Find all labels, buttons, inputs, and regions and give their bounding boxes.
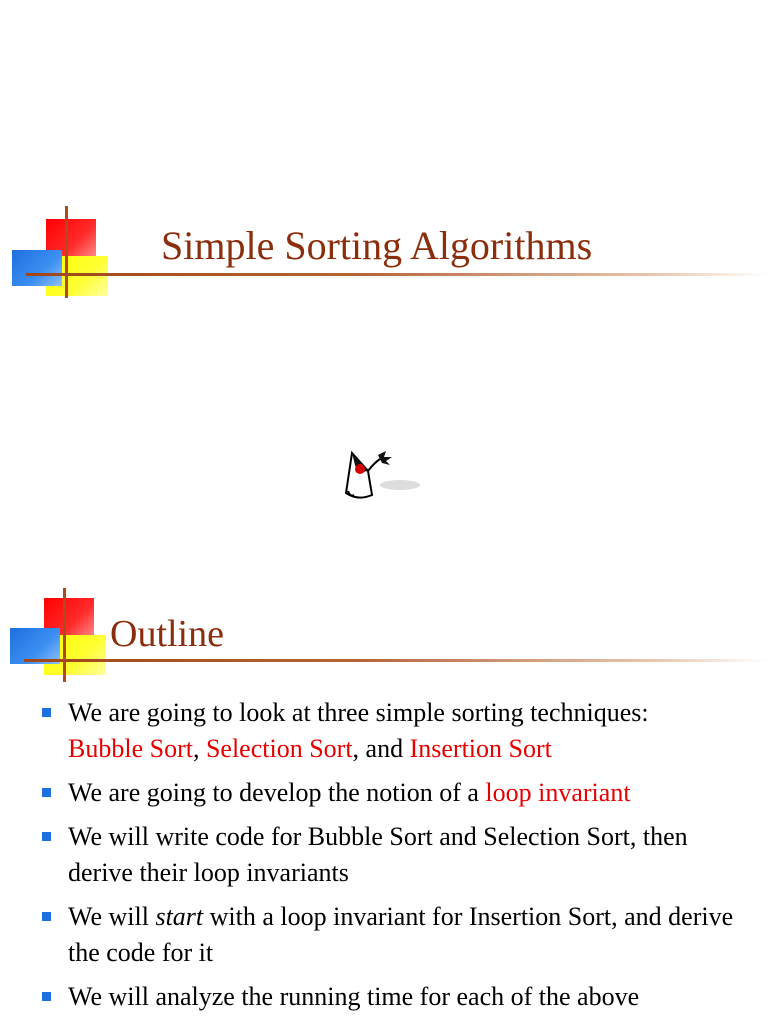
list-item: [40, 695, 750, 767]
emphasis-text: start: [155, 902, 204, 931]
bullet-text: We are going to look at three simple sorting techniques:: [68, 698, 649, 727]
list-item: [40, 979, 750, 1015]
duke-mascot-icon: [340, 445, 424, 507]
bullet-text: We are going to develop the notion of a: [68, 778, 486, 807]
highlight-text: Selection Sort: [205, 734, 353, 763]
slide-title: Outline: [110, 613, 224, 655]
bullet-text: ,: [192, 734, 206, 763]
bullet-text: , and: [352, 734, 410, 763]
highlight-text: loop invariant: [485, 778, 631, 807]
bullet-text: We will analyze the running time for each of the above: [68, 982, 640, 1011]
square-bullet-icon: [42, 832, 51, 841]
bullet-text: with a loop invariant for Insertion Sort, and derive the code for it: [68, 902, 734, 967]
highlight-text: Bubble Sort: [68, 734, 193, 763]
list-item: [40, 899, 750, 971]
square-bullet-icon: [42, 788, 51, 797]
square-bullet-icon: [42, 912, 51, 921]
slide-title: Simple Sorting Algorithms: [161, 223, 593, 268]
square-bullet-icon: [42, 708, 51, 717]
outline-list: [40, 695, 750, 1023]
list-item: [40, 819, 750, 891]
square-bullet-icon: [42, 992, 51, 1001]
bullet-text: We will write code for Bubble Sort and Selection Sort, then derive their loop invariants: [68, 822, 688, 887]
bullet-text: We will: [68, 902, 156, 931]
highlight-text: Insertion Sort: [409, 734, 552, 763]
list-item: [40, 775, 750, 811]
